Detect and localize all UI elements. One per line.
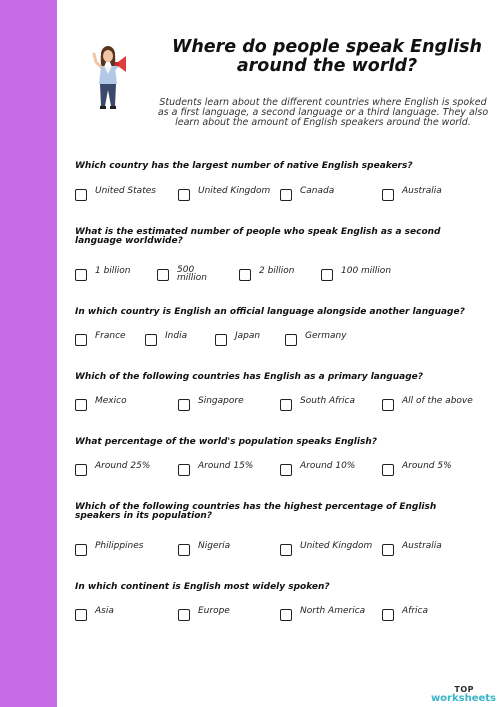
checkbox-icon[interactable] xyxy=(382,464,394,476)
option-label: Around 25% xyxy=(95,461,151,471)
option-label: Around 15% xyxy=(198,461,254,471)
option-label: Around 10% xyxy=(300,461,356,471)
option-label: 1 billion xyxy=(95,266,131,276)
option-label: South Africa xyxy=(300,396,356,406)
option-label: United States xyxy=(95,186,156,196)
option-label: Canada xyxy=(300,186,335,196)
option-label: United Kingdom xyxy=(300,541,373,551)
question-5-options xyxy=(75,461,475,481)
checkbox-icon[interactable] xyxy=(178,189,190,201)
checkbox-icon[interactable] xyxy=(178,399,190,411)
question-4-options xyxy=(75,396,475,416)
option-label: Europe xyxy=(198,606,230,616)
question-7-text: In which continent is English most widely spoken? xyxy=(75,582,330,592)
option-label: India xyxy=(165,331,188,341)
checkbox-icon[interactable] xyxy=(75,189,87,201)
checkbox-icon[interactable] xyxy=(75,609,87,621)
question-1-options xyxy=(75,186,475,206)
checkbox-icon[interactable] xyxy=(178,609,190,621)
option-label: United Kingdom xyxy=(198,186,271,196)
checkbox-icon[interactable] xyxy=(382,609,394,621)
question-6-options xyxy=(75,541,475,561)
checkbox-icon[interactable] xyxy=(280,399,292,411)
question-2-options xyxy=(75,266,475,286)
option-label: 2 billion xyxy=(259,266,295,276)
option-label: North America xyxy=(300,606,366,616)
checkbox-icon[interactable] xyxy=(75,399,87,411)
logo-top-text: TOP xyxy=(454,685,474,694)
logo-bottom-text: worksheets xyxy=(430,693,496,704)
option-label: Philippines xyxy=(95,541,144,551)
option-label: Nigeria xyxy=(198,541,231,551)
checkbox-icon[interactable] xyxy=(280,609,292,621)
checkbox-icon[interactable] xyxy=(75,269,87,281)
option-label: All of the above xyxy=(402,396,473,406)
question-7-options xyxy=(75,606,475,626)
option-label: Asia xyxy=(95,606,114,616)
checkbox-icon[interactable] xyxy=(178,464,190,476)
question-5-text: What percentage of the world's population speaks English? xyxy=(75,437,377,447)
checkbox-icon[interactable] xyxy=(75,334,87,346)
option-label: Mexico xyxy=(95,396,127,406)
intro-text: Students learn about the different countries where English is spoked as a first language, a second language or a third language. They also learn about the amount of English speakers around the world. xyxy=(157,97,489,128)
checkbox-icon[interactable] xyxy=(145,334,157,346)
option-label: Around 5% xyxy=(402,461,452,471)
checkbox-icon[interactable] xyxy=(321,269,333,281)
checkbox-icon[interactable] xyxy=(280,189,292,201)
checkbox-icon[interactable] xyxy=(178,544,190,556)
question-3-text: In which country is English an official language alongside another language? xyxy=(75,307,465,317)
checkbox-icon[interactable] xyxy=(280,464,292,476)
option-label: Japan xyxy=(235,331,261,341)
option-label: 500 million xyxy=(177,265,207,283)
checkbox-icon[interactable] xyxy=(382,399,394,411)
option-label: Singapore xyxy=(198,396,244,406)
checkbox-icon[interactable] xyxy=(285,334,297,346)
title-line-2: around the world? xyxy=(236,56,418,76)
question-1-text: Which country has the largest number of native English speakers? xyxy=(75,161,413,171)
top-worksheets-logo[interactable] xyxy=(431,685,496,703)
question-3-options xyxy=(75,331,475,351)
teacher-megaphone-icon xyxy=(92,44,132,114)
checkbox-icon[interactable] xyxy=(382,189,394,201)
title-line-1: Where do people speak English xyxy=(172,37,482,57)
option-label: France xyxy=(95,331,126,341)
checkbox-icon[interactable] xyxy=(157,269,169,281)
checkbox-icon[interactable] xyxy=(239,269,251,281)
option-label: Africa xyxy=(402,606,428,616)
checkbox-icon[interactable] xyxy=(75,464,87,476)
checkbox-icon[interactable] xyxy=(75,544,87,556)
question-4-text: Which of the following countries has English as a primary language? xyxy=(75,372,423,382)
checkbox-icon[interactable] xyxy=(215,334,227,346)
checkbox-icon[interactable] xyxy=(280,544,292,556)
page-title xyxy=(167,38,487,76)
option-label: 100 million xyxy=(341,266,392,276)
option-label: Australia xyxy=(402,541,442,551)
question-2-text: What is the estimated number of people who speak English as a second language worldwide? xyxy=(75,227,441,246)
option-label: Germany xyxy=(305,331,347,341)
checkbox-icon[interactable] xyxy=(382,544,394,556)
worksheet-page xyxy=(57,0,500,707)
left-color-bar xyxy=(0,0,57,707)
question-6-text: Which of the following countries has the highest percentage of English speakers in its population? xyxy=(75,502,437,521)
option-label: Australia xyxy=(402,186,442,196)
